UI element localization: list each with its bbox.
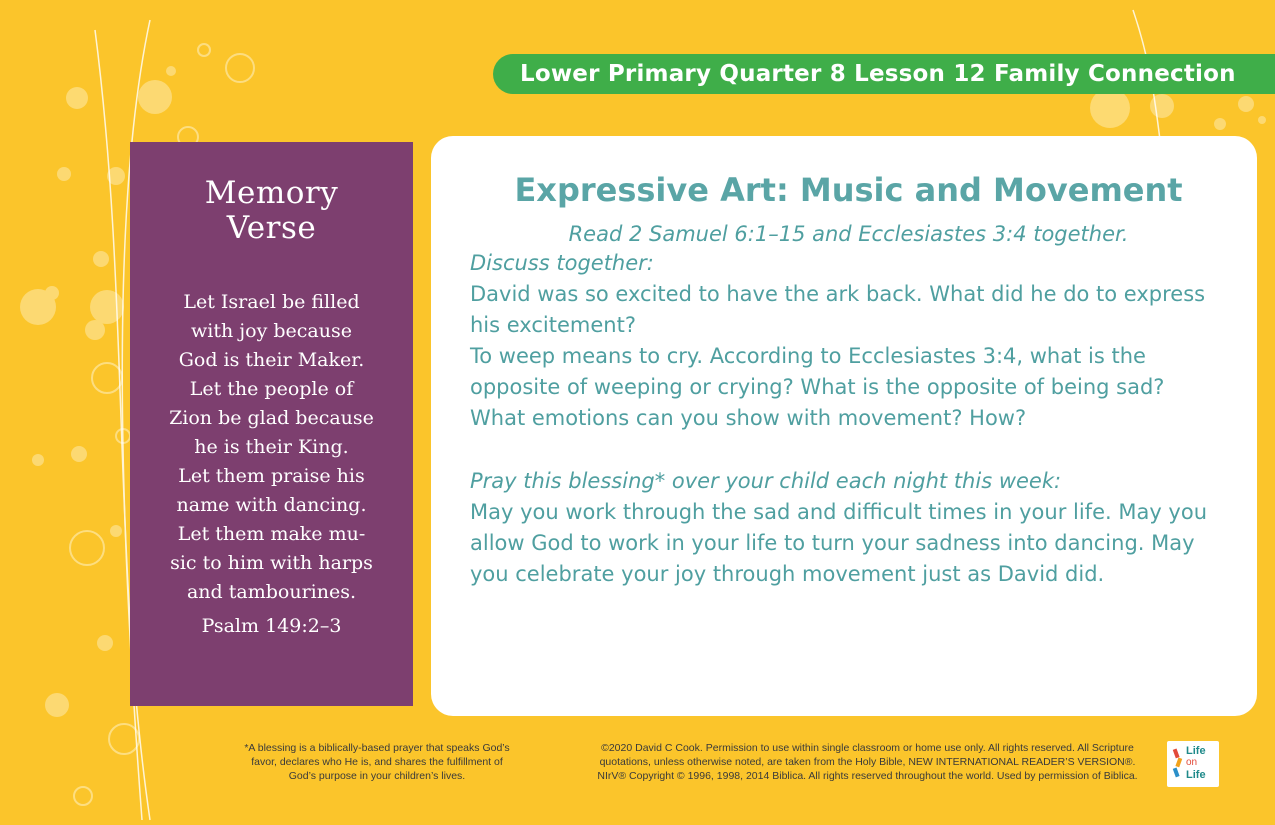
logo-line: Life bbox=[1186, 769, 1206, 781]
blessing-label: Pray this blessing* over your child each night this week: bbox=[470, 469, 1062, 493]
copyright-notice: ©2020 David C Cook. Permission to use within single classroom or home use only. All rights reserved. All Scripture quotations, unless otherwise noted, are taken from the Holy Bible, NEW INTERNATIONAL READER’S VERSION®. NIrV® Copyright © 1996, 1998, 2014 Biblica. All rights reserved throughout the world. Used by permission of Biblica. bbox=[597, 742, 1138, 782]
logo-wordmark bbox=[1186, 745, 1218, 781]
memory-verse-heading bbox=[130, 176, 413, 246]
discuss-label: Discuss together: bbox=[470, 251, 654, 275]
memory-verse-line: and tambourines. bbox=[186, 581, 356, 603]
memory-verse-text bbox=[130, 288, 413, 607]
life-on-life-logo bbox=[1167, 741, 1219, 787]
memory-verse-line: God is their Maker. bbox=[178, 349, 365, 371]
blessing-footnote: *A blessing is a biblically-based prayer that speaks God’s favor, declares who He is, and shares the fulfillment of God’s purpose in your children’s lives. bbox=[244, 742, 510, 782]
logo-line: Life bbox=[1186, 745, 1206, 757]
activity-title: Expressive Art: Music and Movement bbox=[514, 171, 1183, 209]
discussion-question: To weep means to cry. According to Ecclesiastes 3:4, what is the opposite of weeping or crying? What is the opposite of being sad? bbox=[470, 344, 1165, 399]
memory-verse-line: Let them make mu- bbox=[177, 523, 366, 545]
logo-line: on bbox=[1186, 757, 1198, 768]
memory-verse-line: Let Israel be filled bbox=[183, 291, 360, 313]
discussion-question: David was so excited to have the ark back. What did he do to express his excitement? bbox=[470, 282, 1206, 337]
discussion-question: What emotions can you show with movement? How? bbox=[470, 406, 1027, 430]
activity-card bbox=[431, 136, 1257, 716]
memory-verse-heading-line: Memory bbox=[204, 175, 339, 211]
memory-verse-line: name with dancing. bbox=[176, 494, 367, 516]
memory-verse-line: with joy because bbox=[191, 320, 352, 342]
spacer bbox=[470, 434, 1227, 466]
memory-verse-line: Zion be glad because bbox=[169, 407, 374, 429]
memory-verse-heading-line: Verse bbox=[226, 210, 317, 246]
memory-verse-panel bbox=[130, 142, 413, 706]
memory-verse-line: Let the people of bbox=[189, 378, 354, 400]
page-title: Lower Primary Quarter 8 Lesson 12 Family Connection bbox=[520, 61, 1236, 87]
memory-verse-line: he is their King. bbox=[194, 436, 349, 458]
memory-verse-line: Let them praise his bbox=[178, 465, 365, 487]
blessing-text: May you work through the sad and difficult times in your life. May you allow God to work in your life to turn your sadness into dancing. May you celebrate your joy through movement just as David did. bbox=[470, 500, 1208, 586]
header-banner bbox=[493, 54, 1275, 94]
memory-verse-line: sic to him with harps bbox=[170, 552, 373, 574]
memory-verse-reference: Psalm 149:2–3 bbox=[201, 615, 342, 637]
logo-mark-icon bbox=[1172, 748, 1184, 780]
read-instruction: Read 2 Samuel 6:1–15 and Ecclesiastes 3:4 together. bbox=[568, 222, 1129, 246]
